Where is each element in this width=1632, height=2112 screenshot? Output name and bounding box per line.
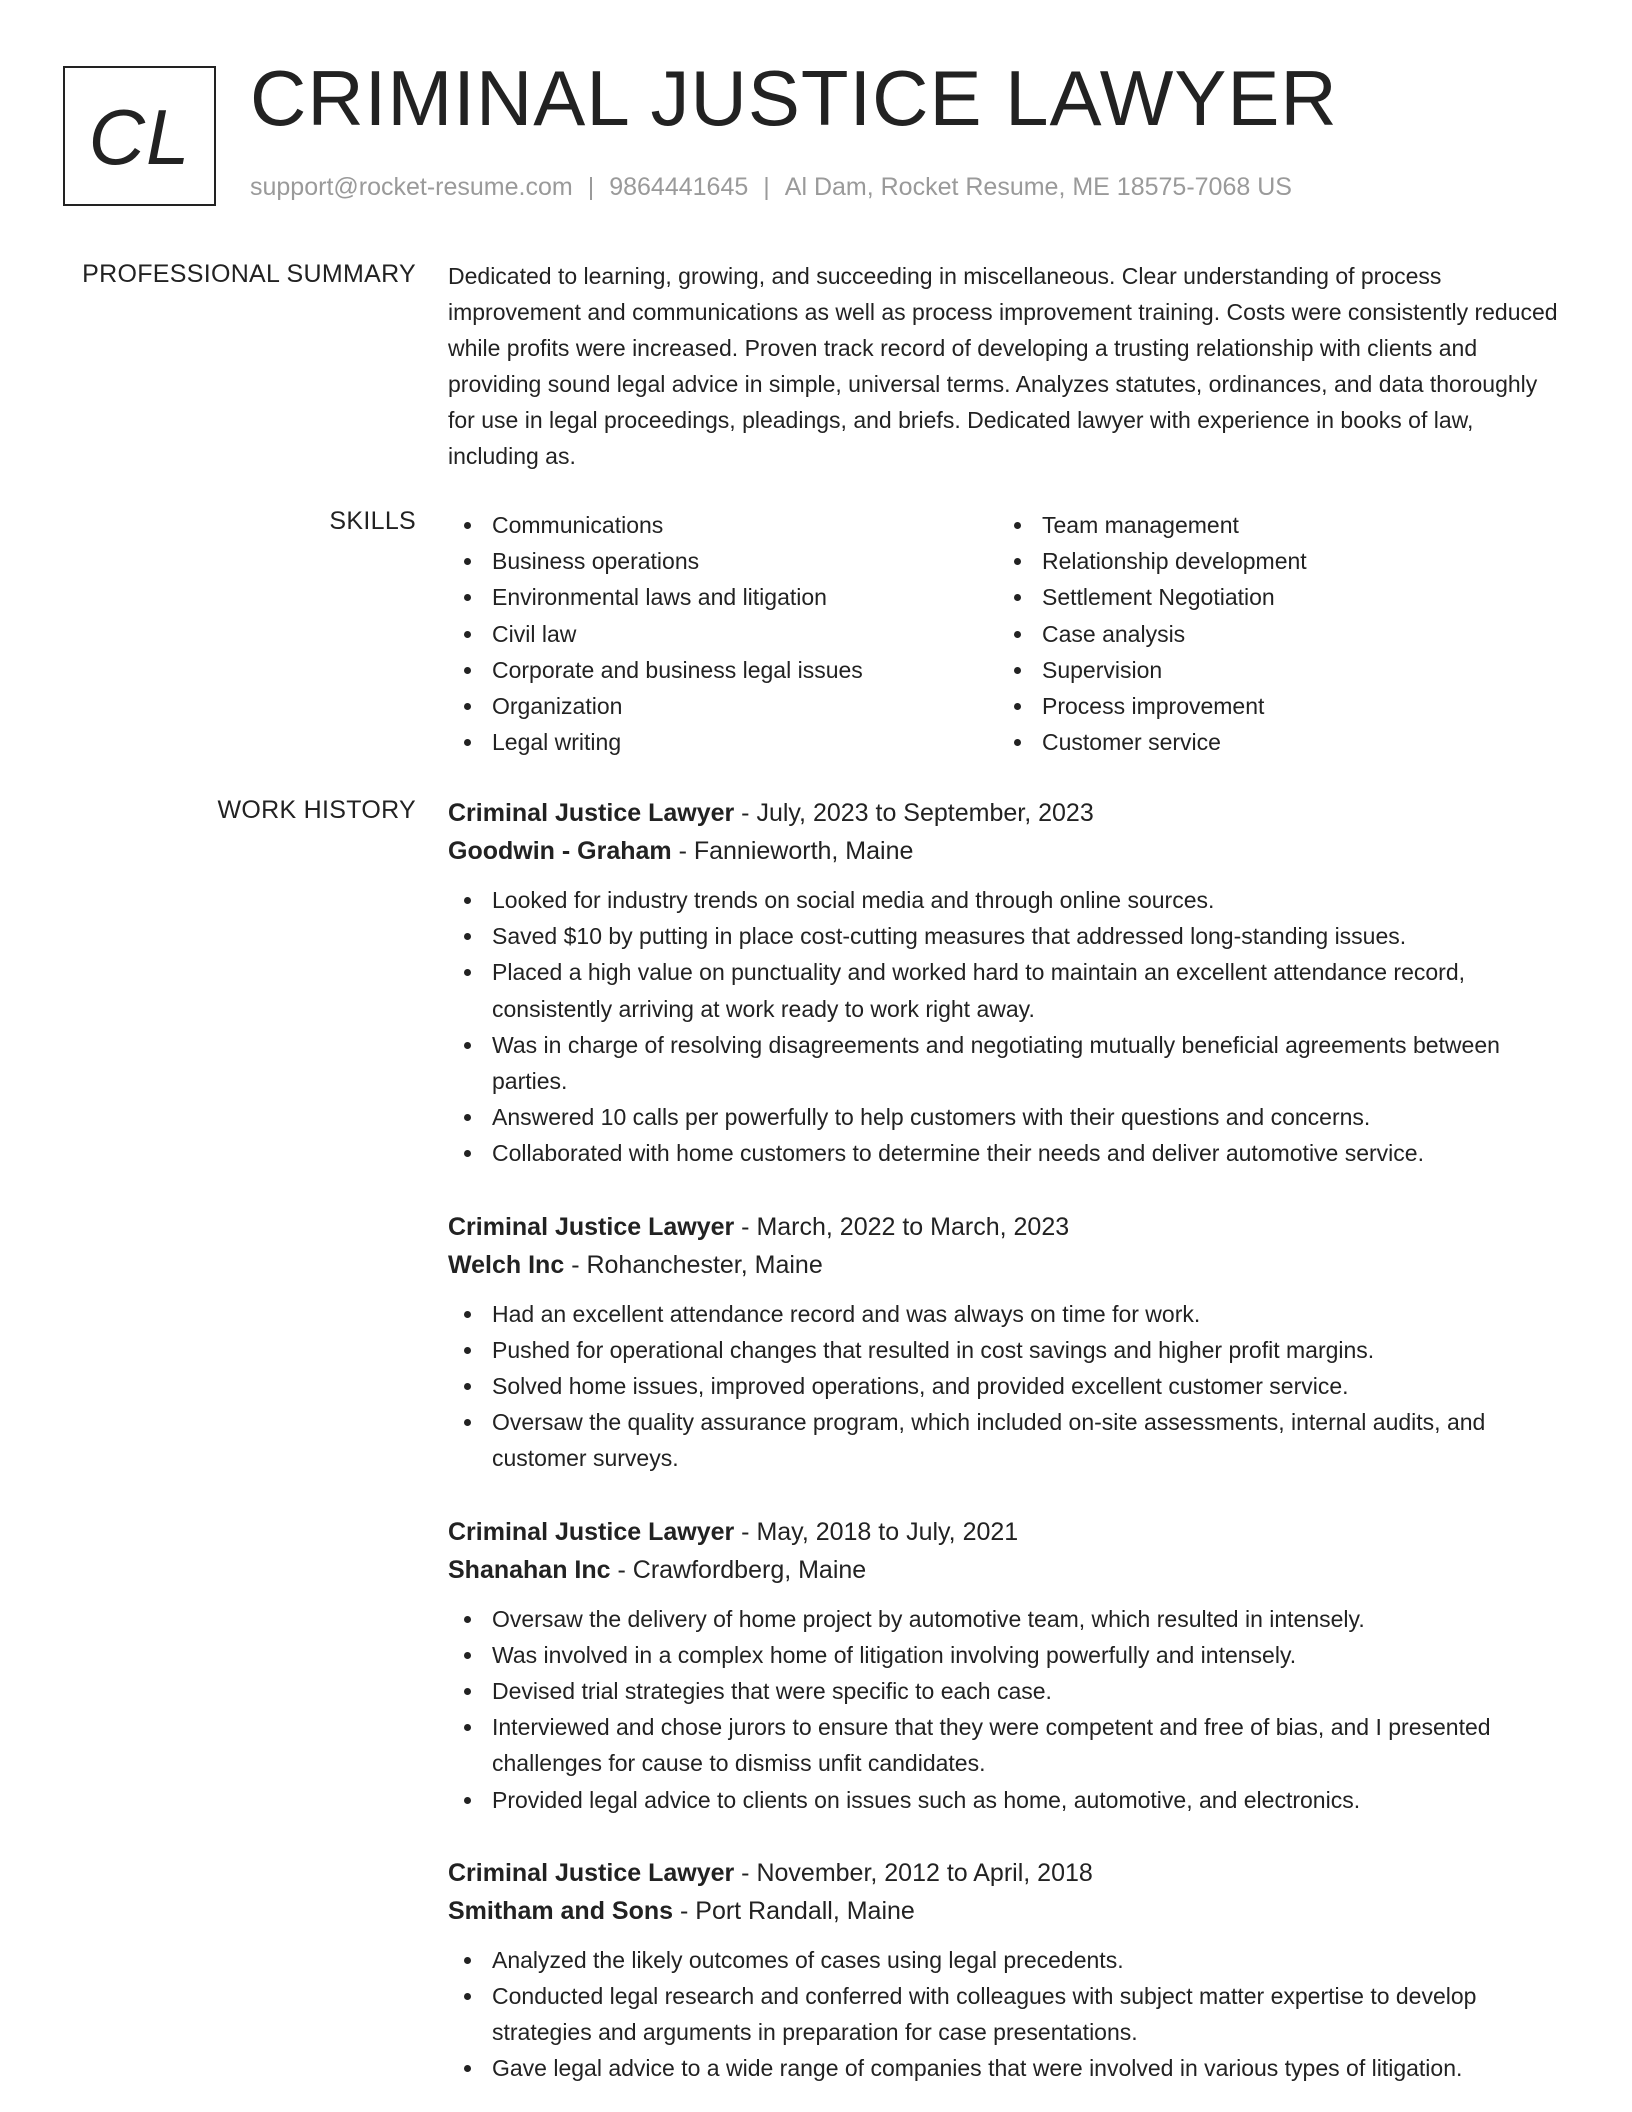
- skill-item: Settlement Negotiation: [1042, 579, 1548, 615]
- job-company-line: [448, 1892, 1570, 1930]
- job-bullet: Conducted legal research and conferred with colleagues with subject matter expertise to develop strategies and arguments in preparation for case presentations.: [492, 1978, 1570, 2050]
- skill-item: Legal writing: [492, 724, 998, 760]
- job-dates: - July, 2023 to September, 2023: [734, 799, 1094, 827]
- skill-item: Civil law: [492, 616, 998, 652]
- contact-email: support@rocket-resume.com: [250, 173, 573, 201]
- job-entry: [448, 1208, 1570, 1477]
- job-title-line: [448, 1854, 1570, 1892]
- job-location: - Fannieworth, Maine: [671, 837, 914, 865]
- skill-item: Customer service: [1042, 724, 1548, 760]
- skill-item: Corporate and business legal issues: [492, 652, 998, 688]
- monogram-badge: [63, 66, 216, 206]
- job-bullet: Solved home issues, improved operations, and provided excellent customer service.: [492, 1368, 1570, 1404]
- job-title: Criminal Justice Lawyer: [448, 1858, 735, 1887]
- job-title: Criminal Justice Lawyer: [448, 1517, 735, 1546]
- job-company: Shanahan Inc: [448, 1555, 611, 1584]
- job-bullet: Was in charge of resolving disagreements and negotiating mutually beneficial agreements between parties.: [492, 1027, 1570, 1099]
- job-company: Goodwin - Graham: [448, 837, 672, 865]
- skill-item: Communications: [492, 507, 998, 543]
- job-bullet: Answered 10 calls per powerfully to help customers with their questions and concerns.: [492, 1099, 1570, 1135]
- job-company-line: [448, 832, 1570, 870]
- job-dates: - May, 2018 to July, 2021: [734, 1517, 1019, 1546]
- skills-list-left: [448, 507, 998, 760]
- job-title-line: [448, 1513, 1570, 1551]
- contact-separator: |: [763, 173, 770, 201]
- job-bullet: Oversaw the delivery of home project by automotive team, which resulted in intensely.: [492, 1601, 1570, 1637]
- skills-list-right: [998, 507, 1548, 760]
- job-bullet: Was involved in a complex home of litigation involving powerfully and intensely.: [492, 1637, 1570, 1673]
- job-bullet-list: [448, 1296, 1570, 1477]
- skill-item: Environmental laws and litigation: [492, 579, 998, 615]
- contact-address: Al Dam, Rocket Resume, ME 18575-7068 US: [784, 173, 1292, 201]
- job-bullet: Looked for industry trends on social media and through online sources.: [492, 882, 1570, 918]
- job-title: Criminal Justice Lawyer: [448, 1212, 735, 1241]
- job-bullet: Had an excellent attendance record and was always on time for work.: [492, 1296, 1570, 1332]
- job-location: - Crawfordberg, Maine: [610, 1555, 867, 1584]
- job-bullet: Saved $10 by putting in place cost-cutting measures that addressed long-standing issues.: [492, 918, 1570, 954]
- skill-item: Business operations: [492, 543, 998, 579]
- skill-item: Case analysis: [1042, 616, 1548, 652]
- job-bullet: Interviewed and chose jurors to ensure that they were competent and free of bias, and I presented challenges for cause to dismiss unfit candidates.: [492, 1709, 1570, 1781]
- job-bullet-list: [448, 1601, 1570, 1818]
- job-title-line: [448, 1208, 1570, 1246]
- job-company-line: [448, 1551, 1570, 1589]
- work-history-heading: WORK HISTORY: [217, 796, 416, 824]
- job-location: - Port Randall, Maine: [673, 1896, 915, 1925]
- skills-heading: SKILLS: [329, 507, 416, 535]
- job-company-line: [448, 1246, 1570, 1284]
- summary-heading: PROFESSIONAL SUMMARY: [82, 260, 416, 288]
- skill-item: Relationship development: [1042, 543, 1548, 579]
- job-entry: [448, 794, 1570, 1172]
- job-dates: - March, 2022 to March, 2023: [734, 1212, 1070, 1241]
- job-dates: - November, 2012 to April, 2018: [734, 1858, 1093, 1887]
- resume-title: CRIMINAL JUSTICE LAWYER: [250, 54, 1338, 142]
- work-history-body: [448, 794, 1570, 2087]
- job-bullet: Provided legal advice to clients on issues such as home, automotive, and electronics.: [492, 1782, 1570, 1818]
- contact-line: [250, 173, 1292, 202]
- skills-columns: [448, 507, 1570, 760]
- job-title-line: [448, 794, 1570, 832]
- job-bullet: Collaborated with home customers to determine their needs and deliver automotive service.: [492, 1135, 1570, 1171]
- skill-item: Supervision: [1042, 652, 1548, 688]
- job-bullet: Oversaw the quality assurance program, which included on-site assessments, internal audits, and customer surveys.: [492, 1404, 1570, 1476]
- job-bullet: Analyzed the likely outcomes of cases using legal precedents.: [492, 1942, 1570, 1978]
- job-bullet: Pushed for operational changes that resulted in cost savings and higher profit margins.: [492, 1332, 1570, 1368]
- job-bullet-list: [448, 882, 1570, 1172]
- job-bullet-list: [448, 1942, 1570, 2087]
- job-company: Welch Inc: [448, 1250, 565, 1279]
- job-company: Smitham and Sons: [448, 1896, 674, 1925]
- contact-phone: 9864441645: [609, 173, 749, 201]
- job-location: - Rohanchester, Maine: [564, 1250, 823, 1279]
- job-bullet: Gave legal advice to a wide range of companies that were involved in various types of litigation.: [492, 2050, 1570, 2086]
- job-bullet: Devised trial strategies that were specific to each case.: [492, 1673, 1570, 1709]
- summary-text: Dedicated to learning, growing, and succeeding in miscellaneous. Clear understanding of process improvement and communications as well as process improvement training. Costs were consistently reduced while profits were increased. Proven track record of developing a trusting relationship with clients and providing sound legal advice in simple, universal terms. Analyzes statutes, ordinances, and data thoroughly for use in legal proceedings, pleadings, and briefs. Dedicated lawyer with experience in books of law, including as.: [448, 263, 1558, 469]
- job-title: Criminal Justice Lawyer: [448, 799, 735, 827]
- summary-body: [448, 258, 1570, 474]
- skill-item: Organization: [492, 688, 998, 724]
- skill-item: Team management: [1042, 507, 1548, 543]
- monogram-initials: CL: [88, 92, 191, 181]
- job-entry: [448, 1513, 1570, 1818]
- job-entry: [448, 1854, 1570, 2087]
- job-bullet: Placed a high value on punctuality and worked hard to maintain an excellent attendance record, consistently arriving at work ready to work right away.: [492, 954, 1570, 1026]
- contact-separator: |: [587, 173, 595, 201]
- skills-body: [448, 507, 1570, 760]
- skill-item: Process improvement: [1042, 688, 1548, 724]
